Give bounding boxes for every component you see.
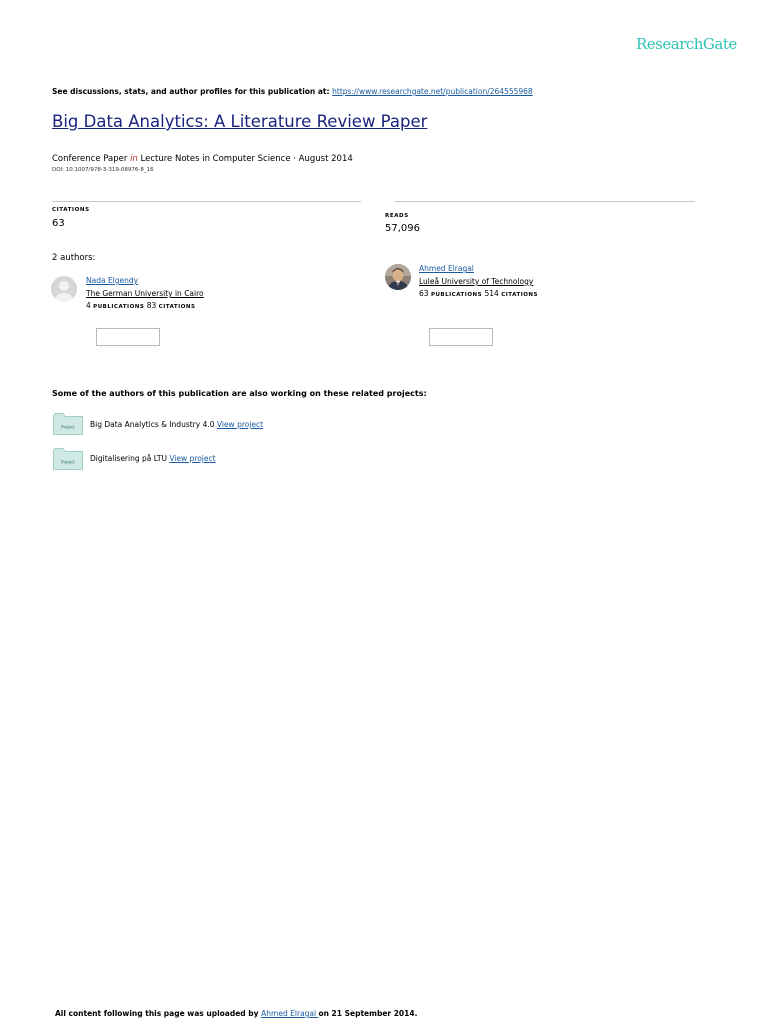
project-folder-icon [53, 413, 83, 435]
project-icon-label: Project [61, 424, 75, 430]
reads-label: READS [385, 213, 409, 219]
author-name-link[interactable]: Nada Elgendy [86, 276, 139, 285]
discussion-text: See discussions, stats, and author profiles for this publication at: [52, 87, 333, 96]
view-project-link[interactable]: View project [169, 454, 216, 463]
author-stats [419, 289, 538, 298]
paper-doi: DOI: 10.1007/978-3-319-08976-8_16 [52, 167, 154, 173]
author-publications-label: PUBLICATIONS [93, 304, 145, 310]
author-citations-count: 83 [146, 301, 157, 310]
paper-title[interactable]: Big Data Analytics: A Literature Review Paper [52, 112, 428, 131]
author-citations-count: 514 [484, 289, 499, 298]
project-item [90, 454, 216, 463]
project-name: Digitalisering på LTU [90, 454, 170, 463]
project-icon-label: Project [61, 459, 75, 465]
discussion-line [52, 87, 533, 96]
author-citations-label: CITATIONS [501, 292, 538, 298]
author-institution[interactable]: Luleå University of Technology [419, 277, 534, 286]
conference-line [52, 154, 353, 164]
see-profile-button[interactable] [429, 328, 493, 346]
author-publications-label: PUBLICATIONS [430, 292, 483, 298]
publication-url-link[interactable]: https://www.researchgate.net/publication/264555968 [332, 87, 533, 96]
author-citations-label: CITATIONS [158, 304, 196, 310]
reads-value: 57,096 [385, 223, 420, 234]
paper-venue: Lecture Notes in Computer Science · August 2014 [140, 154, 353, 164]
author-stats [86, 301, 195, 310]
project-name: Big Data Analytics & Industry 4.0 [90, 420, 217, 429]
footer-suffix: on 21 September 2014. [318, 1009, 418, 1018]
uploader-link[interactable]: Ahmed Elragal [261, 1009, 319, 1018]
in-word: in [130, 154, 138, 164]
authors-heading: 2 authors: [52, 253, 96, 263]
projects-heading: Some of the authors of this publication are also working on these related projects: [52, 389, 427, 398]
see-profile-button[interactable] [96, 328, 160, 346]
author-name-link[interactable]: Ahmed Elragal [419, 264, 474, 273]
paper-type: Conference Paper [52, 154, 128, 164]
project-item [90, 420, 263, 429]
author-publications-count: 4 [86, 301, 91, 310]
project-folder-icon [53, 448, 83, 470]
author-institution[interactable]: The German University in Cairo [86, 289, 204, 298]
researchgate-logo[interactable]: ResearchGate [636, 35, 737, 53]
citations-value: 63 [52, 218, 65, 229]
upload-footer [55, 1009, 417, 1018]
author-photo-avatar[interactable] [385, 264, 411, 290]
citations-label: CITATIONS [52, 207, 90, 213]
view-project-link[interactable]: View project [216, 420, 264, 429]
author-publications-count: 63 [419, 289, 429, 298]
author-avatar-default-icon[interactable] [51, 276, 77, 302]
footer-prefix: All content following this page was uploaded by [55, 1009, 262, 1018]
reads-divider [395, 201, 695, 202]
citations-divider [52, 201, 361, 202]
